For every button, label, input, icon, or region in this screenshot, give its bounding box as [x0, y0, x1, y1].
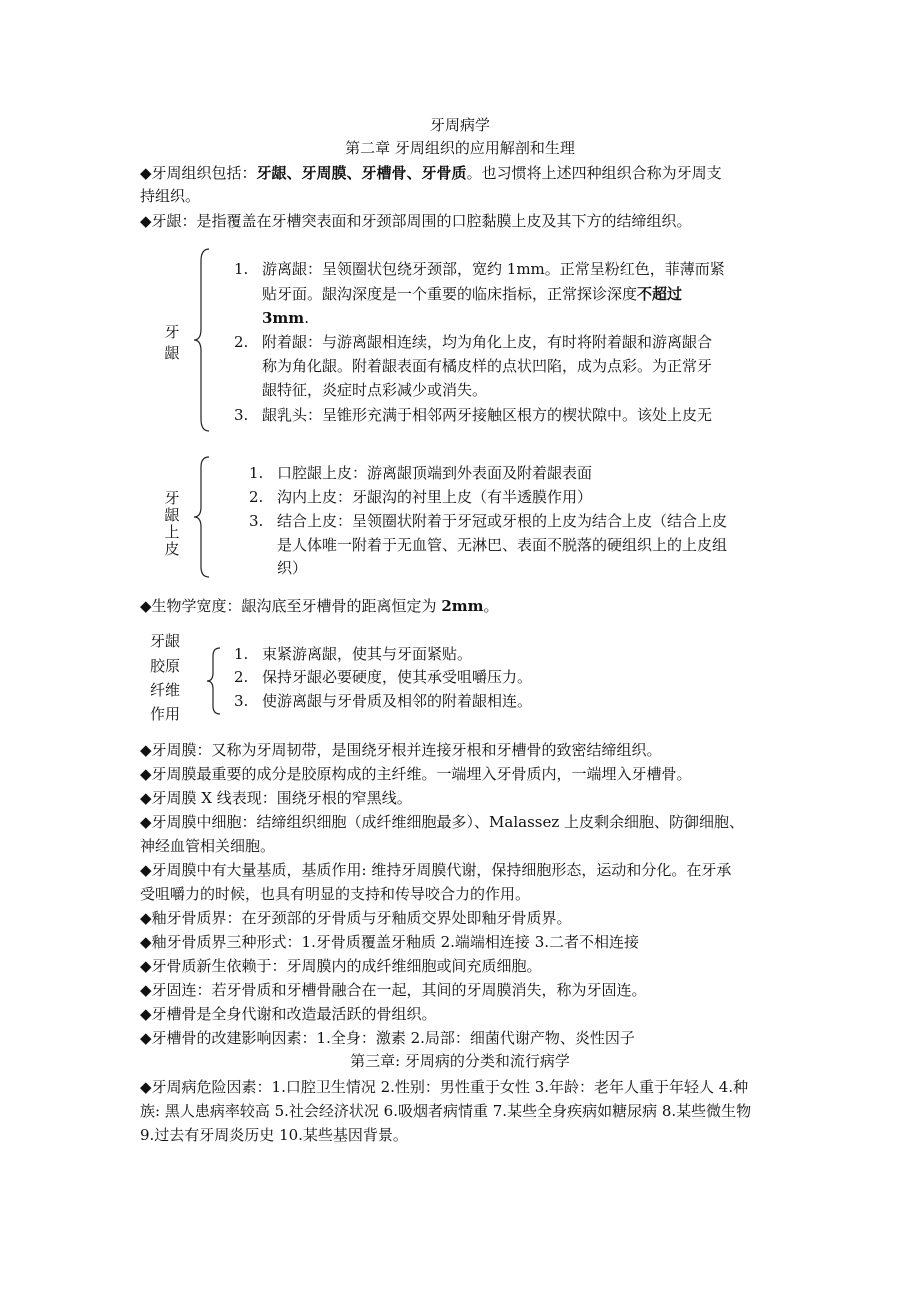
paragraph-gingiva-definition: ◆牙龈：是指覆盖在牙槽突表面和牙颈部周围的口腔黏膜上皮及其下方的结缔组织。	[140, 212, 692, 230]
gingiva-item-1-line-3: 3mm.	[262, 309, 309, 327]
epithelium-label-2: 龈	[164, 506, 180, 524]
epithelium-item-1-number: 1.	[249, 464, 264, 482]
paragraph-line: ◆釉牙骨质界三种形式：1.牙骨质覆盖牙釉质 2.端端相连接 3.二者不相连接	[140, 933, 640, 951]
paragraph-line: ◆牙槽骨的改建影响因素：1.全身：激素 2.局部：细菌代谢产物、炎性因子	[140, 1029, 635, 1047]
gingiva-item-2-number: 2.	[234, 333, 249, 351]
gingiva-item-3-number: 3.	[234, 406, 249, 424]
epithelium-item-3-number: 3.	[249, 512, 264, 530]
collagen-item-3: 使游离龈与牙骨质及相邻的附着龈相连。	[262, 692, 533, 710]
page-title: 牙周病学	[429, 116, 490, 134]
epithelium-item-3-line-3: 织）	[277, 559, 308, 577]
gingiva-brace	[193, 247, 213, 433]
epithelium-brace	[193, 455, 213, 579]
collagen-item-2: 保持牙龈必要硬度，使其承受咀嚼压力。	[262, 668, 533, 686]
collagen-item-1: 束紧游离龈，使其与牙面紧贴。	[262, 645, 473, 663]
collagen-item-1-number: 1.	[234, 645, 249, 663]
paragraph-line: 受咀嚼力的时候，也具有明显的支持和传导咬合力的作用。	[140, 885, 531, 903]
epithelium-item-1: 口腔龈上皮：游离龈顶端到外表面及附着龈表面	[277, 464, 593, 482]
paragraph-line: ◆牙周膜中细胞：结缔组织细胞（成纤维细胞最多）、Malassez 上皮剩余细胞、防御细胞、	[140, 813, 745, 831]
collagen-label-3: 纤维	[150, 681, 181, 699]
gingiva-item-1-number: 1.	[234, 260, 249, 278]
collagen-item-2-number: 2.	[234, 668, 249, 686]
risk-factors-line-1: ◆牙周病危险因素：1.口腔卫生情况 2.性别：男性重于女性 3.年龄：老年人重于年轻人 4.种	[140, 1078, 749, 1096]
paragraph-line: ◆牙槽骨是全身代谢和改造最活跃的骨组织。	[140, 1005, 437, 1023]
gingiva-item-3-line-1: 龈乳头：呈锥形充满于相邻两牙接触区根方的楔状隙中。该处上皮无	[262, 406, 713, 424]
gingiva-item-1-line-1: 游离龈：呈领圈状包绕牙颈部，宽约 1mm。正常呈粉红色，菲薄而紧	[262, 260, 725, 278]
paragraph-periodontal-tissue-cont: 持组织。	[140, 187, 201, 205]
epithelium-label-4: 皮	[164, 540, 180, 558]
paragraph-line: ◆釉牙骨质界：在牙颈部的牙骨质与牙釉质交界处即釉牙骨质界。	[140, 909, 572, 927]
gingiva-label-2: 龈	[164, 344, 180, 362]
paragraph-periodontal-tissue: ◆牙周组织包括：牙龈、牙周膜、牙槽骨、牙骨质。也习惯将上述四种组织合称为牙周支	[140, 164, 722, 182]
collagen-label-2: 胶原	[150, 657, 181, 675]
risk-factors-line-2: 族: 黑人患病率较高 5.社会经济状况 6.吸烟者病情重 7.某些全身疾病如糖尿病 8.某些微生物	[140, 1102, 752, 1120]
paragraph-line: 神经血管相关细胞。	[140, 837, 276, 855]
paragraph-line: ◆牙周膜：又称为牙周韧带，是围绕牙根并连接牙根和牙槽骨的致密结缔组织。	[140, 741, 662, 759]
paragraph-line: ◆牙周膜 X 线表现：围绕牙根的窄黑线。	[140, 789, 412, 807]
gingiva-item-2-line-2: 称为角化龈。附着龈表面有橘皮样的点状凹陷，成为点彩。为正常牙	[262, 357, 713, 375]
paragraph-line: ◆牙周膜最重要的成分是胶原构成的主纤维。一端埋入牙骨质内，一端埋入牙槽骨。	[140, 765, 692, 783]
risk-factors-line-3: 9.过去有牙周炎历史 10.某些基因背景。	[140, 1126, 408, 1144]
gingiva-label-1: 牙	[164, 323, 180, 341]
chapter-3-heading: 第三章: 牙周病的分类和流行病学	[350, 1052, 570, 1070]
epithelium-label-1: 牙	[164, 489, 180, 507]
collagen-item-3-number: 3.	[234, 692, 249, 710]
collagen-label-1: 牙龈	[150, 632, 181, 650]
paragraph-line: ◆牙骨质新生依赖于：牙周膜内的成纤维细胞或间充质细胞。	[140, 957, 542, 975]
epithelium-item-3-line-1: 结合上皮：呈领圈状附着于牙冠或牙根的上皮为结合上皮（结合上皮	[277, 512, 728, 530]
epithelium-item-3-line-2: 是人体唯一附着于无血管、无淋巴、表面不脱落的硬组织上的上皮组	[277, 536, 728, 554]
gingiva-item-2-line-1: 附着龈：与游离龈相连续，均为角化上皮，有时将附着龈和游离龈合	[262, 333, 713, 351]
paragraph-line: ◆牙固连：若牙骨质和牙槽骨融合在一起，其间的牙周膜消失，称为牙固连。	[140, 981, 647, 999]
chapter-2-heading: 第二章 牙周组织的应用解剖和生理	[345, 139, 575, 157]
gingiva-item-1-line-2: 贴牙面。龈沟深度是一个重要的临床指标，正常探诊深度不超过	[262, 285, 683, 303]
epithelium-item-2: 沟内上皮：牙龈沟的衬里上皮（有半透膜作用）	[277, 488, 593, 506]
collagen-brace	[206, 646, 224, 716]
paragraph-line: ◆牙周膜中有大量基质，基质作用: 维持牙周膜代谢，保持细胞形态，运动和分化。在牙承	[140, 861, 732, 879]
epithelium-item-2-number: 2.	[249, 488, 264, 506]
collagen-label-4: 作用	[150, 705, 181, 723]
gingiva-item-2-line-3: 龈特征，炎症时点彩减少或消失。	[262, 381, 488, 399]
epithelium-label-3: 上	[164, 523, 180, 541]
paragraph-biologic-width: ◆生物学宽度：龈沟底至牙槽骨的距离恒定为 2mm。	[140, 597, 499, 615]
